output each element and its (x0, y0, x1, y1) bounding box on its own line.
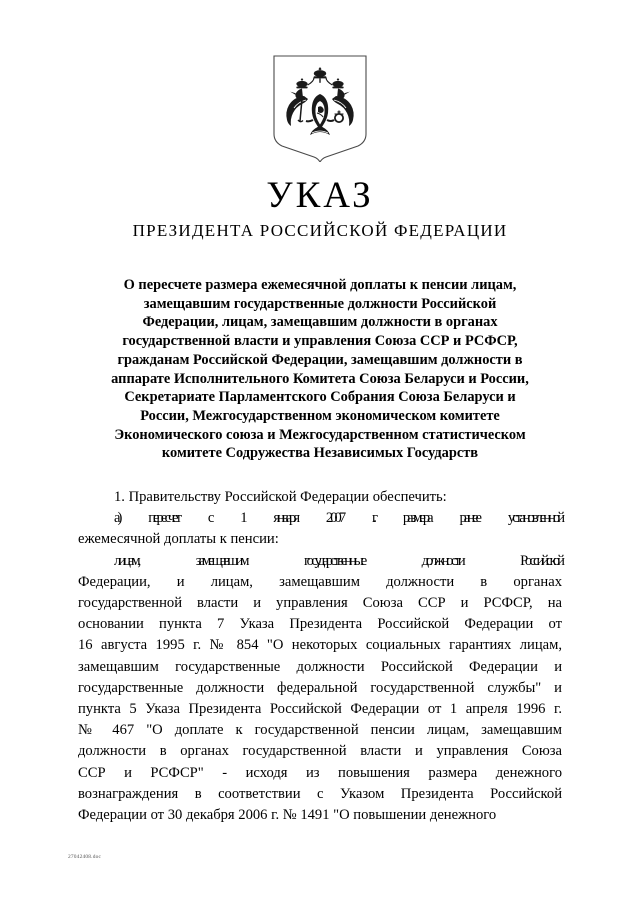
body-line: № 467 "О доплате к государственной пенсии лицам, замещавшим (78, 722, 562, 739)
subject-line: Федерации, лицам, замещавшим должности в органах (142, 314, 498, 331)
footer-file-code: 27042408.doc (68, 854, 102, 860)
body-line: должности в органах государственной власти и управления Союза (78, 743, 562, 760)
body-line: 16 августа 1995 г. № 854 "О некоторых социальных гарантиях лицам, (78, 637, 562, 654)
body-line: лицам, замещавшим государственные должности Российской (114, 552, 562, 569)
body-line: пункта 5 Указа Президента Российской Федерации от 1 апреля 1996 г. (78, 701, 562, 718)
subject-line: Экономического союза и Межгосударственном статистическом (114, 426, 526, 443)
body-line: ССР и РСФСР" - исходя из повышения размера денежного (78, 764, 562, 781)
body-line: замещавшим государственные должности Российской Федерации и (78, 658, 562, 675)
subject-line: гражданам Российской Федерации, замещавшим должности в (117, 351, 523, 368)
subject-line: Секретариате Парламентского Собрания Союза Беларуси и (124, 389, 516, 406)
page-title: УКАЗ (266, 175, 374, 216)
body-paragraph-2 (78, 508, 562, 550)
body-paragraph-1: 1. Правительству Российской Федерации обеспечить: (114, 489, 447, 505)
document-body (78, 487, 562, 826)
russian-coat-of-arms-icon (268, 54, 372, 162)
subject-line: государственной власти и управления Союза ССР и РСФСР, (122, 333, 518, 350)
body-line: вознаграждения в соответствии с Указом Президента Российской (78, 785, 562, 802)
emblem-container (0, 54, 640, 162)
subject-line: комитете Содружества Независимых Государств (161, 445, 479, 462)
subject-line: замещавшим государственные должности Российской (143, 295, 497, 312)
body-line: ежемесячной доплаты к пенсии: (78, 531, 279, 548)
body-paragraph-3 (78, 551, 562, 827)
subject-line: аппарате Исполнительного Комитета Союза Беларуси и России, (111, 370, 529, 387)
subject-line: России, Межгосударственном экономическом комитете (140, 407, 500, 424)
subject-line: О пересчете размера ежемесячной доплаты к пенсии лицам, (123, 277, 517, 293)
body-line: основании пункта 7 Указа Президента Российской Федерации от (78, 616, 562, 633)
body-line: государственной власти и управления Союза ССР и РСФСР, на (78, 595, 562, 612)
body-line: государственные должности федеральной государственной службы" и (78, 679, 562, 696)
body-line: Федерации, и лицам, замещавшим должности в органах (78, 573, 562, 590)
body-line: Федерации от 30 декабря 2006 г. № 1491 "О повышении денежного (78, 807, 497, 824)
body-line: а) пересчет с 1 января 2007 г. размера ранее установленной (114, 510, 562, 527)
page-subtitle: ПРЕЗИДЕНТА РОССИЙСКОЙ ФЕДЕРАЦИИ (132, 221, 508, 240)
subject-heading (78, 276, 562, 463)
